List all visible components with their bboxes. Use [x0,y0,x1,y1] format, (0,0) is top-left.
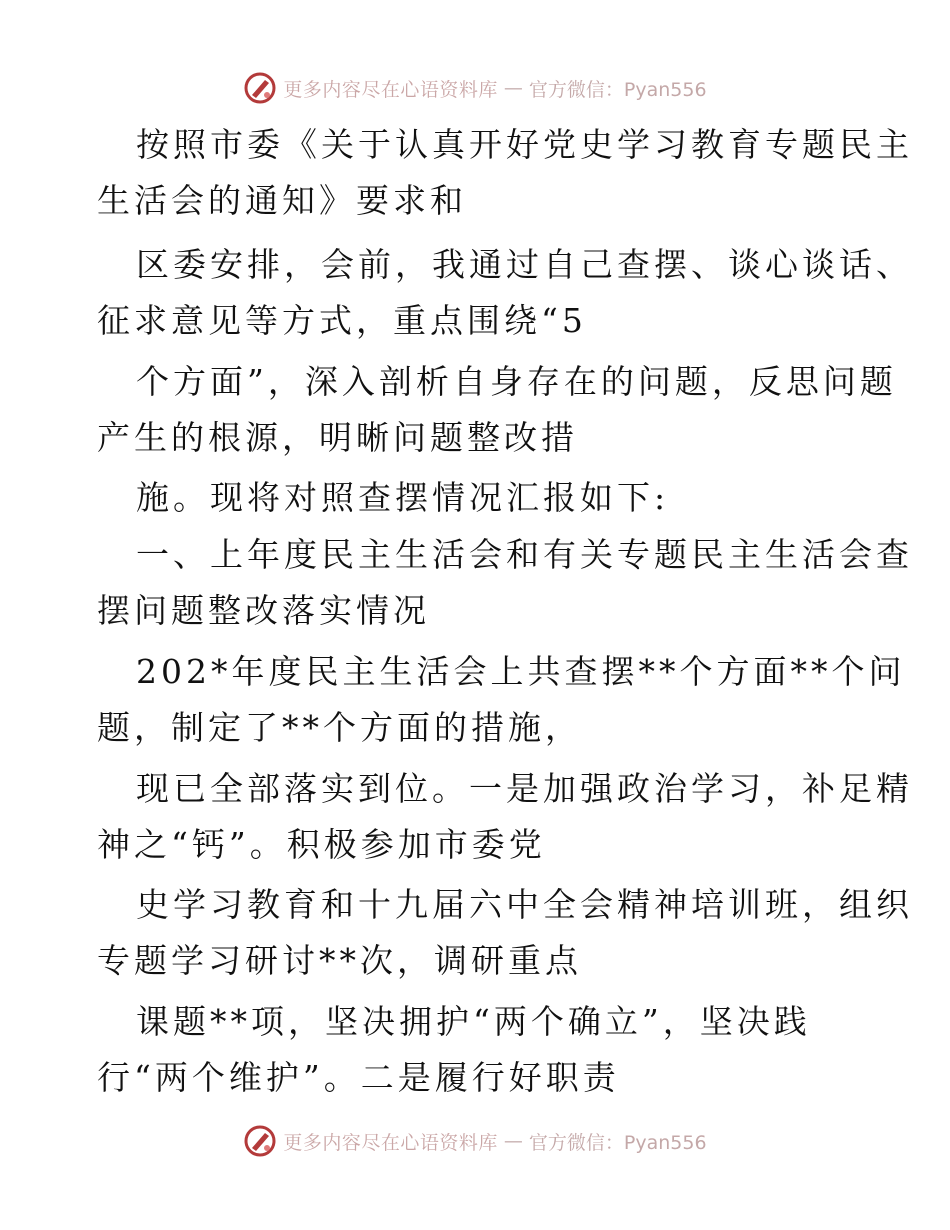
watermark-logo-icon [243,71,277,105]
body-line: 神之“钙”。积极参加市委党 [97,825,546,864]
body-line: 课题**项，坚决拥护“两个确立”，坚决践 [136,1002,811,1041]
body-line: 题，制定了**个方面的措施， [97,708,582,747]
watermark-header [0,68,950,108]
body-line: 史学习教育和十九届六中全会精神培训班，组织 [136,885,913,924]
body-line: 按照市委《关于认真开好党史学习教育专题民主 [136,125,913,164]
watermark-contact: 官方微信：Pyan556 [528,1131,707,1154]
watermark-contact: 官方微信：Pyan556 [528,78,707,101]
body-line: 现已全部落实到位。一是加强政治学习，补足精 [136,769,913,808]
body-line: 生活会的通知》要求和 [97,181,467,220]
body-line: 摆问题整改落实情况 [97,591,430,630]
watermark-logo-icon [243,1124,277,1158]
watermark-text: 更多内容尽在心语资料库 [283,78,498,101]
watermark-footer [0,1121,950,1161]
watermark-text: 更多内容尽在心语资料库 [283,1131,498,1154]
body-line: 202*年度民主生活会上共查摆**个方面**个问 [136,652,906,691]
body-line: 个方面”，深入剖析自身存在的问题，反思问题 [136,362,897,401]
body-line: 征求意见等方式，重点围绕“5 [97,301,587,340]
watermark-dash: — [503,1130,523,1152]
body-line: 区委安排，会前，我通过自己查摆、谈心谈话、 [136,245,913,284]
body-line: 行“两个维护”。二是履行好职责 [97,1058,620,1097]
body-line: 施。现将对照查摆情况汇报如下: [136,478,670,517]
body-line: 产生的根源，明晰问题整改措 [97,418,578,457]
body-line: 专题学习研讨**次，调研重点 [97,941,582,980]
watermark-dash: — [503,77,523,99]
body-line: 一、上年度民主生活会和有关专题民主生活会查 [136,535,913,574]
